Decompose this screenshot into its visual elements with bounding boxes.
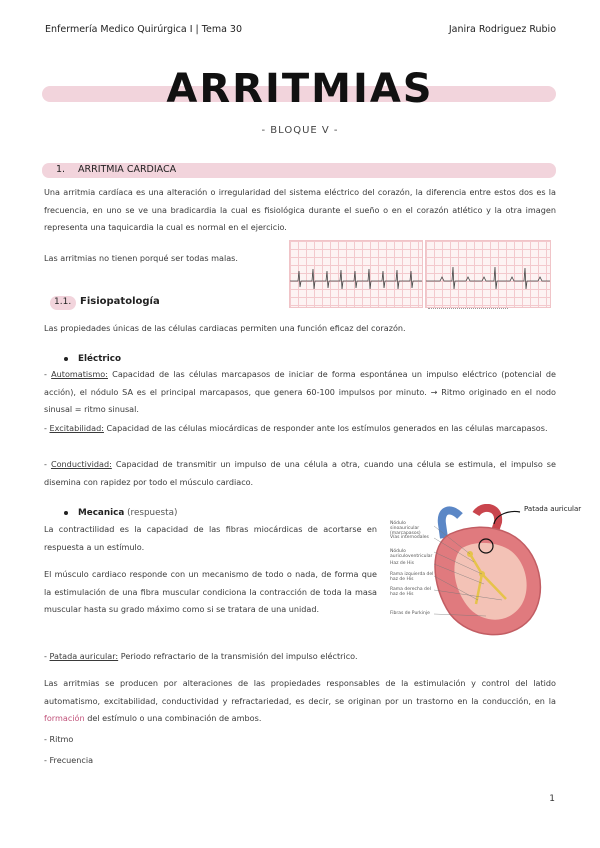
conductividad-term: Conductividad: — [50, 459, 112, 469]
props-paragraph: Las propiedades únicas de las células cardiacas permiten una función eficaz del corazón. — [44, 323, 406, 333]
page-title: ARRITMIAS — [166, 66, 434, 112]
heart-label-7: Fibras de Purkinje — [390, 611, 430, 616]
bullet-mecanica-note: (respuesta) — [124, 508, 178, 518]
ecg-strip-bradycardia — [289, 240, 423, 308]
causes-text-b: del estímulo o una combinación de ambos. — [84, 713, 262, 724]
heart-callout: Patada auricular — [524, 505, 582, 513]
excitabilidad-term: Excitabilidad: — [49, 423, 104, 433]
ecg-strip-tachycardia — [425, 240, 551, 308]
ecg-caption-line — [428, 305, 508, 309]
causes-highlight: formación — [44, 713, 85, 724]
conductividad-text: Capacidad de transmitir un impulso de una célula a otra, cuando una célula se estimula, el impulso se disemina con rapidez por todo el músculo cardiaco. — [44, 459, 556, 487]
header-right: Janira Rodriguez Rubio — [448, 24, 556, 35]
list-item-frecuencia: - Frecuencia — [44, 755, 94, 765]
todo-nada-paragraph: El músculo cardiaco responde con un mecanismo de todo o nada, de forma que la estimulación de una fibra muscular condiciona la contracción de toda la masa muscular hasta su grado máximo como si se tratara de una unidad. — [44, 569, 377, 615]
page-number: 1 — [549, 794, 555, 804]
subsection-title: Fisiopatología — [80, 296, 160, 307]
bullet-dot — [64, 511, 68, 515]
bullet-electrico-title: Eléctrico — [78, 354, 122, 364]
heart-label-1: Nódulo sinoauricular (marcapasos) — [390, 521, 421, 536]
heart-label-3: Nódulo auriculoventricular — [390, 549, 433, 559]
conductividad-paragraph: - Conductividad: Capacidad de transmitir un impulso de una célula a otra, cuando una célula se estimula, el impulso se disemina con rapidez por todo el músculo cardiaco. — [44, 459, 556, 487]
excitabilidad-paragraph: - Excitabilidad: Capacidad de las células miocárdicas de responder ante los estímulos generados en las células marcapasos. — [44, 423, 548, 433]
intro-paragraph: Una arritmia cardíaca es una alteración o irregularidad del sistema eléctrico del corazón, la diferencia entre estos dos es la frecuencia, en uno se ve una bradicardia la cual es fisiológica durante el sueño o en el corazón atlético y la otra imagen representa una taquicardia la cual es normal en el ejercicio. — [44, 187, 556, 233]
patada-paragraph: - Patada auricular: Periodo refractario de la transmisión del impulso eléctrico. — [44, 651, 358, 661]
patada-text: Periodo refractario de la transmisión del impulso eléctrico. — [118, 651, 358, 661]
subsection-number: 1.1. — [54, 297, 72, 307]
automatismo-term: Automatismo: — [51, 369, 108, 379]
patada-term: Patada auricular: — [49, 651, 119, 661]
causes-paragraph — [44, 675, 556, 728]
causes-text-a: Las arritmias se producen por alteraciones de las propiedades responsables de la estimulación y control del latido automatismo, excitabilidad, conductividad y refractariedad, es decir, se originan por un trastorno en la conducción, en la — [44, 678, 556, 706]
section-number: 1. — [56, 164, 66, 175]
automatismo-paragraph: - Automatismo: Capacidad de las células marcapasos de iniciar de forma espontánea un impulso eléctrico (potencial de acción), el nódulo SA es el principal marcapasos, que genera 60-100 impulsos por minuto. → Ritmo originado en el nodo sinusal = ritmo sinusal. — [44, 369, 556, 415]
heart-label-5: Rama izquierda del haz de His — [390, 572, 434, 582]
automatismo-text: Capacidad de las células marcapasos de iniciar de forma espontánea un impulso eléctrico (potencial de acción), el nódulo SA es el principal marcapasos, que genera 60-100 impulsos por minuto. → Ritmo originado en el nodo sinusal = ritmo sinusal. — [44, 369, 556, 415]
list-item-ritmo: - Ritmo — [44, 734, 74, 744]
heart-label-2: Vías internodales — [390, 535, 429, 540]
heart-label-4: Haz de His — [390, 561, 414, 566]
section-title: ARRITMIA CARDIACA — [78, 164, 177, 175]
header-left: Enfermería Medico Quirúrgica I | Tema 30 — [45, 24, 242, 35]
excitabilidad-text: Capacidad de las células miocárdicas de responder ante los estímulos generados en las células marcapasos. — [103, 423, 548, 433]
bullet-mecanica-title: Mecanica — [78, 508, 125, 518]
bullet-dot — [64, 357, 68, 361]
contractilidad-paragraph: La contractilidad es la capacidad de las fibras miocárdicas de acortarse en respuesta a un estímulo. — [44, 524, 377, 552]
not-bad-text: Las arritmias no tienen porqué ser todas malas. — [44, 253, 238, 263]
page-subtitle: - BLOQUE V - — [261, 125, 339, 136]
bullet-electrico — [64, 354, 121, 364]
heart-label-6: Rama derecha del haz de His — [390, 587, 431, 597]
bullet-mecanica — [64, 508, 177, 518]
heart-conduction-figure — [390, 504, 560, 644]
